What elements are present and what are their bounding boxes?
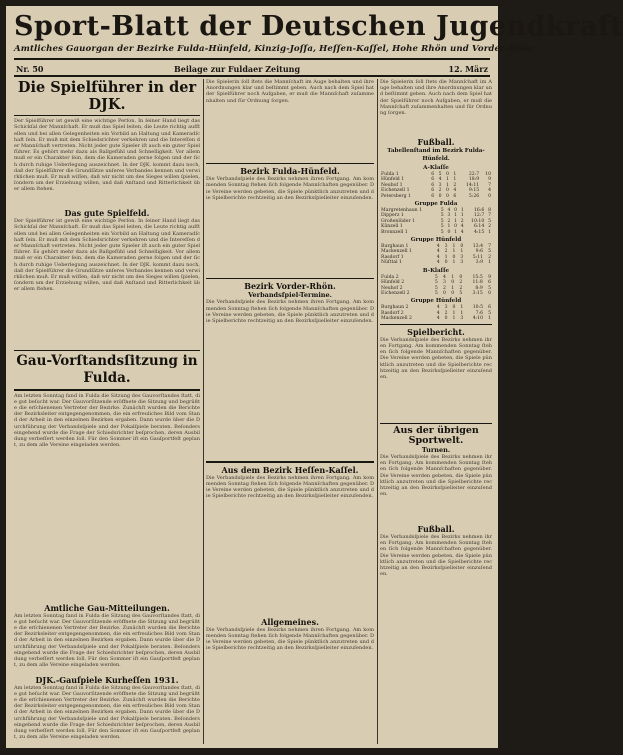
table-cell: 0 bbox=[460, 244, 464, 250]
article-gau-vorstand: Am letzten Sonntag fand in Fulda die Sitzung des Gauvorſtandes ſtatt, die gut beſucht war. Der Gauvorſitzende eröffnete die Sitzung und begrüßte die erſchienenen Vertreter der Bezirke. Zunächſt wurden die Berichte der Bezirksleiter entgegengenommen, die ein erfreuliches Bild vom Stand der Arbeit in den einzelnen Bezirken ergaben. Dann wurde über die Durchführung der Verbandsſpiele und der Pokalſpiele beraten. Beſonders eingehend wurde die Frage der Schiedsrichter beſprochen, deren Ausbildung verbeſſert werden ſoll. Für den Sommer iſt ein Gauſportfeſt geplant, zu dem alle Vereine eingeladen werden. bbox=[14, 392, 200, 449]
table-cell: 3 bbox=[443, 280, 446, 286]
table-cell: 2 bbox=[443, 285, 446, 291]
table-cell: 5 bbox=[440, 229, 444, 235]
table-cell: 1 bbox=[446, 182, 449, 188]
table-cell: 1 bbox=[444, 254, 448, 260]
table-cell: 0 bbox=[451, 290, 455, 296]
table-cell: 0 bbox=[438, 193, 442, 199]
rule bbox=[380, 423, 492, 424]
table-cell: Nüſttal 1 bbox=[381, 260, 402, 266]
table-cell: 5 bbox=[434, 285, 438, 291]
table-cell: 5 bbox=[440, 213, 444, 219]
table-cell: 2 bbox=[444, 310, 448, 316]
table-cell: 22:7 bbox=[468, 172, 480, 177]
table-cell: Großenlüder 1 bbox=[381, 218, 416, 224]
table-cell: 2 bbox=[488, 224, 491, 230]
table-cell: 1 bbox=[488, 229, 491, 235]
table-row bbox=[380, 291, 492, 296]
table-cell: Hünfeld 2 bbox=[381, 280, 405, 286]
table-cell: Dipperz 1 bbox=[381, 213, 404, 219]
table-cell: 0 bbox=[459, 274, 463, 280]
table-cell: 3 bbox=[447, 213, 451, 219]
table-cell: 10 bbox=[485, 172, 491, 177]
table-cell: 4 bbox=[460, 229, 464, 235]
table-cell: Hünfeld 1 bbox=[381, 177, 405, 183]
table-cell: 2 bbox=[459, 285, 463, 291]
table-cell: 4 bbox=[436, 305, 440, 311]
table-cell: 3 bbox=[444, 244, 448, 250]
table-cell: 0 bbox=[444, 316, 448, 322]
table-cell: 2 bbox=[453, 182, 457, 188]
table-cell: 7 bbox=[488, 244, 491, 250]
article-gau-mitteilungen: Am letzten Sonntag fand in Fulda die Sitzung des Gauvorſtandes ſtatt, die gut beſucht war. Der Gauvorſitzende eröffnete die Sitzung und begrüßte die erſchienenen Vertreter der Bezirke. Zunächſt wurden die Berichte der Bezirksleiter entgegengenommen, die ein erfreuliches Bild vom Stand der Arbeit in den einzelnen Bezirken ergaben. Dann wurde über die Durchführung der Verbandsſpiele und der Pokalſpiele beraten. Beſonders eingehend wurde die Frage der Schiedsrichter beſprochen, deren Ausbildung verbeſſert werden ſoll. Für den Sommer iſt ein Gauſportfeſt geplant, zu dem alle Vereine eingeladen werden. bbox=[14, 612, 200, 669]
table-cell: 18:9 bbox=[468, 177, 480, 183]
table-cell: 7:6 bbox=[475, 310, 484, 316]
table-cell: Neuhof 2 bbox=[381, 285, 403, 291]
masthead-rule-top bbox=[14, 58, 490, 60]
subhead-spielfeld: Das gute Spielfeld. bbox=[64, 208, 150, 219]
rule bbox=[14, 389, 200, 390]
article-continued: Die Spielerin ſoll ſtets die Mannſchaft im Auge behalten und ihre Anordnungen klar und beſtimmt geben. Auch nach dem Spiel hat der Spielführer noch Aufgaben, er muß die Mannſchaft zuſammenhalten und für Ordnung ſorgen. bbox=[206, 79, 374, 104]
headline-gau-vorstand: Gau-Vorſtandsſitzung in Fulda. bbox=[16, 353, 198, 387]
table-cell: 1 bbox=[446, 177, 449, 183]
table-cell: 4 bbox=[438, 177, 442, 183]
table-row bbox=[380, 194, 492, 199]
table-cell: 4 bbox=[453, 188, 457, 194]
table-cell: 5 bbox=[440, 208, 444, 214]
table-cell: 1 bbox=[454, 218, 458, 224]
table-cell: 1 bbox=[460, 310, 464, 316]
table-cell: 5:11 bbox=[472, 254, 484, 260]
table-cell: Rasdorf 2 bbox=[381, 310, 404, 316]
table-cell: 1 bbox=[451, 274, 455, 280]
league-table bbox=[380, 172, 492, 199]
table-cell: Fulda 2 bbox=[381, 274, 399, 280]
table-cell: 1 bbox=[452, 249, 456, 255]
subhead-fussball: Fußball. bbox=[417, 523, 455, 534]
table-cell: 0 bbox=[454, 208, 458, 214]
table-cell: 5 bbox=[434, 274, 438, 280]
table-cell: 0 bbox=[452, 254, 456, 260]
table-cell: Bronnzell 1 bbox=[381, 229, 408, 235]
table-cell: 1 bbox=[452, 260, 456, 266]
table-cell: Fulda 1 bbox=[381, 172, 399, 177]
subhead-turnen: Turnen. bbox=[421, 445, 451, 454]
subhead-tabellenstand: Tabellenſtand im Bezirk Fulda-Hünfeld. bbox=[387, 148, 485, 162]
table-cell: 1 bbox=[460, 213, 464, 219]
column-left bbox=[14, 79, 200, 744]
table-cell: 0 bbox=[446, 193, 449, 199]
table-group-title: B-Klaſſe bbox=[422, 267, 450, 274]
table-cell: 7 bbox=[488, 182, 491, 188]
column-divider bbox=[203, 79, 204, 744]
table-cell: 3 bbox=[460, 254, 464, 260]
table-cell: Mackenzell 2 bbox=[381, 316, 412, 322]
table-cell: 6 bbox=[453, 193, 457, 199]
table-group-title: Gruppe Hünfeld bbox=[410, 237, 462, 244]
table-cell: 1 bbox=[488, 316, 491, 322]
table-cell: 5 bbox=[440, 224, 444, 230]
table-cell: 4 bbox=[436, 316, 440, 322]
table-cell: 4:15 bbox=[473, 229, 485, 235]
table-cell: 6 bbox=[431, 172, 435, 177]
table-cell: 5:26 bbox=[468, 193, 480, 199]
table-cell: 9:6 bbox=[475, 249, 484, 255]
subhead-allgemeines: Allgemeines. bbox=[261, 616, 319, 627]
table-cell: 2 bbox=[460, 218, 464, 224]
table-cell: 4 bbox=[443, 274, 446, 280]
table-cell: 5 bbox=[440, 218, 444, 224]
headline-sportwelt: Aus der übrigen Sportwelt. bbox=[393, 424, 479, 446]
table-cell: 7 bbox=[488, 213, 491, 219]
supplement-note: Beilage zur Fuldaer Zeitung bbox=[174, 64, 301, 74]
table-cell: 1 bbox=[452, 244, 456, 250]
table-row bbox=[380, 260, 492, 265]
table-cell: 9:15 bbox=[468, 188, 480, 194]
table-cell: 0 bbox=[452, 305, 456, 311]
table-cell: 11:8 bbox=[472, 280, 483, 286]
table-cell: Burghaun 1 bbox=[381, 244, 409, 250]
column-middle bbox=[206, 79, 374, 744]
article-hessen-kassel: Die Verbandsſpiele des Bezirks nehmen ihren Fortgang. Am kommenden Sonntag ſtehen ſich folgende Mannſchaften gegenüber. Die Vereine werden gebeten, die Spiele pünktlich anzutreten und die Spielberichte rechtzeitig an den Bezirksſpielleiter einzuſenden. bbox=[206, 474, 374, 500]
table-cell: 1 bbox=[460, 208, 464, 214]
table-cell: 3:9 bbox=[475, 260, 484, 266]
table-cell: Eichenzell 2 bbox=[381, 290, 410, 296]
headline-vorder-rhoen: Bezirk Vorder-Rhön. bbox=[244, 281, 336, 292]
table-row bbox=[380, 280, 492, 285]
table-group-title: A-Klaſſe bbox=[423, 165, 449, 171]
table-cell: 13:4 bbox=[472, 244, 484, 250]
table-cell: Petersberg 1 bbox=[381, 193, 411, 199]
table-cell: 2 bbox=[438, 188, 442, 194]
table-cell: 16:6 bbox=[473, 208, 485, 214]
table-cell: Margretenhaun 1 bbox=[381, 208, 423, 214]
table-cell: 6 bbox=[431, 177, 435, 183]
table-cell: Rasdorf 1 bbox=[381, 254, 404, 260]
table-cell: 1 bbox=[451, 285, 455, 291]
article-allgemeines: Die Verbandsſpiele des Bezirks nehmen ihren Fortgang. Am kommenden Sonntag ſtehen ſich folgende Mannſchaften gegenüber. Die Vereine werden gebeten, die Spiele pünktlich anzutreten und die Spielberichte rechtzeitig an den Bezirksſpielleiter einzuſenden. bbox=[206, 626, 374, 652]
newspaper-page bbox=[6, 6, 623, 748]
table-cell: 2 bbox=[444, 249, 448, 255]
table-cell: 2 bbox=[459, 280, 463, 286]
table-cell: 2 bbox=[447, 218, 451, 224]
table-cell: 1 bbox=[460, 305, 464, 311]
league-table bbox=[380, 244, 492, 266]
subhead-gau-mitteilungen: Amtliche Gau-Mitteilungen. bbox=[44, 602, 170, 613]
rule bbox=[14, 115, 200, 116]
subhead-termine: Verbandsſpiel-Termine. bbox=[248, 291, 332, 300]
rule bbox=[206, 163, 374, 164]
masthead-subtitle: Amtliches Gauorgan der Bezirke Fulda-Hünfeld, Kinzig-Joſſa, Heſſen-Kaſſel, Hohe Rhön und Vorder-Rhön bbox=[14, 44, 535, 54]
table-cell: 0 bbox=[446, 188, 449, 194]
table-cell: 0 bbox=[447, 229, 451, 235]
table-cell: 5 bbox=[459, 290, 463, 296]
league-table bbox=[380, 208, 492, 235]
table-cell: 0 bbox=[488, 193, 491, 199]
table-cell: 6 bbox=[431, 182, 435, 188]
column-right bbox=[380, 79, 492, 744]
table-row bbox=[380, 230, 492, 235]
table-cell: 4 bbox=[436, 249, 440, 255]
table-cell: 5 bbox=[438, 172, 442, 177]
rule bbox=[206, 278, 374, 279]
article-fussball: Die Verbandsſpiele des Bezirks nehmen ihren Fortgang. Am kommenden Sonntag ſtehen ſich folgende Mannſchaften gegenüber. Die Vereine werden gebeten, die Spiele pünktlich anzutreten und die Spielberichte rechtzeitig an den Bezirksſpielleiter einzuſenden. bbox=[380, 533, 492, 578]
table-cell: 12:7 bbox=[473, 213, 485, 219]
table-cell: 2 bbox=[488, 254, 491, 260]
league-tables bbox=[380, 165, 492, 322]
table-cell: 1 bbox=[452, 316, 456, 322]
headline-spielbericht: Spielbericht. bbox=[407, 326, 465, 337]
table-group-title: Gruppe Fulda bbox=[414, 201, 458, 208]
table-cell: 3:15 bbox=[472, 290, 483, 296]
table-cell: 1 bbox=[452, 310, 456, 316]
table-cell: 3 bbox=[460, 260, 464, 266]
league-table bbox=[380, 305, 492, 321]
table-cell: 5 bbox=[434, 280, 438, 286]
table-cell: 15:5 bbox=[472, 274, 483, 280]
table-cell: 4 bbox=[488, 188, 491, 194]
table-cell: 6 bbox=[431, 188, 435, 194]
table-cell: 6 bbox=[431, 193, 435, 199]
headline-fulda-huenfeld: Bezirk Fulda-Hünfeld. bbox=[240, 166, 340, 177]
table-cell: 1 bbox=[453, 172, 457, 177]
table-row bbox=[380, 305, 492, 310]
table-cell: 3 bbox=[438, 182, 442, 188]
table-cell: 1 bbox=[454, 213, 458, 219]
table-cell: 14:11 bbox=[465, 182, 480, 188]
table-cell: 4 bbox=[436, 254, 440, 260]
column-divider bbox=[377, 79, 378, 744]
headline-hessen-kassel: Aus dem Bezirk Heſſen-Kaſſel. bbox=[221, 464, 359, 475]
table-cell: 10:5 bbox=[472, 305, 484, 311]
table-cell: 5 bbox=[488, 249, 491, 255]
table-cell: 1 bbox=[488, 260, 491, 266]
table-cell: Mackenzell 1 bbox=[381, 249, 412, 255]
table-cell: 5 bbox=[434, 290, 438, 296]
table-cell: Künzell 1 bbox=[381, 224, 403, 230]
table-cell: 3 bbox=[460, 316, 464, 322]
table-cell: 6 bbox=[488, 280, 491, 286]
table-cell: 0 bbox=[443, 290, 446, 296]
masthead-title: Sport-Blatt der Deutschen Jugendkraft bbox=[14, 11, 623, 42]
table-cell: 0 bbox=[446, 172, 449, 177]
table-cell: 1 bbox=[454, 229, 458, 235]
headline-spielfuehrer: Die Spielführer in der DJK. bbox=[17, 79, 197, 113]
table-cell: 4:10 bbox=[472, 316, 484, 322]
table-row bbox=[380, 316, 492, 321]
masthead-rule-bottom bbox=[14, 75, 490, 77]
table-cell: Neuhof 1 bbox=[381, 182, 403, 188]
rule bbox=[14, 350, 200, 351]
table-cell: 0 bbox=[451, 280, 455, 286]
table-cell: 0 bbox=[454, 224, 458, 230]
article-fulda-huenfeld: Die Verbandsſpiele des Bezirks nehmen ihren Fortgang. Am kommenden Sonntag ſtehen ſich folgende Mannſchaften gegenüber. Die Vereine werden gebeten, die Spiele pünktlich anzutreten und die Spielberichte rechtzeitig an den Bezirksſpielleiter einzuſenden. bbox=[206, 176, 374, 201]
table-cell: 4 bbox=[436, 260, 440, 266]
article-spielfuehrer: Der Spielführer ist gewiß eine wichtige Perſon. In ſeiner Hand liegt das Schickſal der Mannſchaft. Er muß das Spiel leiten, die Leute richtig aufſtellen und bei allen Gelegenheiten ein Vorbild an Haltung und Kameradſchaft ſein. Er muß mit dem Schiedsrichter verkehren und die Intereſſen der Mannſchaft vertreten. Nicht jeder gute Spieler iſt auch ein guter Spielführer. Es gehört mehr dazu als Ballgefühl und Schnelligkeit. Vor allem muß er ein Charakter ſein, dem die Kameraden gerne folgen und der ſich durch ruhige Ueberlegung auszeichnet. In der DJK. kommt dazu noch, daß der Spielführer die Grundſätze unſeres Verbandes kennen und verwirklichen muß. Er muß wiſſen, daß wir nicht um des Sieges willen ſpielen, ſondern um der Erziehung willen, und daß Anſtand und Ritterlichkeit über allem ſtehen. bbox=[14, 118, 201, 193]
table-group-title: Gruppe Hünfeld bbox=[410, 298, 462, 305]
article-gauspiele: Am letzten Sonntag fand in Fulda die Sitzung des Gauvorſtandes ſtatt, die gut beſucht war. Der Gauvorſitzende eröffnete die Sitzung und begrüßte die erſchienenen Vertreter der Bezirke. Zunächſt wurden die Berichte der Bezirksleiter entgegengenommen, die ein erfreuliches Bild vom Stand der Arbeit in den einzelnen Bezirken ergaben. Dann wurde über die Durchführung der Verbandsſpiele und der Pokalſpiele beraten. Beſonders eingehend wurde die Frage der Schiedsrichter beſprochen, deren Ausbildung verbeſſert werden ſoll. Für den Sommer iſt ein Gauſportfeſt geplant, zu dem alle Vereine eingeladen werden. bbox=[14, 684, 200, 741]
table-cell: Eichenzell 1 bbox=[381, 188, 410, 194]
issue-date: 12. März bbox=[448, 64, 488, 74]
table-cell: 8 bbox=[488, 208, 491, 214]
headline-fussball: Fußball. bbox=[417, 137, 455, 147]
table-cell: 5 bbox=[488, 285, 491, 291]
article-turnen: Die Verbandsſpiele des Bezirks nehmen ihren Fortgang. Am kommenden Sonntag ſtehen ſich folgende Mannſchaften gegenüber. Die Vereine werden gebeten, die Spiele pünktlich anzutreten und die Spielberichte rechtzeitig an den Bezirksſpielleiter einzuſenden. bbox=[380, 453, 492, 498]
subhead-gauspiele: DJK.-Gauſpiele Kurheſſen 1931. bbox=[35, 674, 179, 685]
rule bbox=[380, 324, 492, 325]
table-cell: Burghaun 2 bbox=[381, 305, 409, 311]
article-continued: Die Spielerin ſoll ſtets die Mannſchaft im Auge behalten und ihre Anordnungen klar und beſtimmt geben. Auch nach dem Spiel hat der Spielführer noch Aufgaben, er muß die Mannſchaft zuſammenhalten und für Ordnung ſorgen. bbox=[380, 79, 492, 117]
table-cell: 1 bbox=[460, 249, 464, 255]
table-cell: 9 bbox=[488, 177, 491, 183]
table-cell: 5 bbox=[488, 218, 491, 224]
table-cell: 1 bbox=[447, 224, 451, 230]
table-cell: 0 bbox=[444, 260, 448, 266]
table-cell: 3 bbox=[444, 305, 448, 311]
table-cell: 4 bbox=[460, 224, 464, 230]
league-table bbox=[380, 275, 492, 297]
table-cell: 4 bbox=[436, 244, 440, 250]
table-cell: 5 bbox=[488, 310, 491, 316]
table-cell: 6 bbox=[488, 305, 491, 311]
article-spielbericht: Die Verbandsſpiele des Bezirks nehmen ihren Fortgang. Am kommenden Sonntag ſtehen ſich folgende Mannſchaften gegenüber. Die Vereine werden gebeten, die Spiele pünktlich anzutreten und die Spielberichte rechtzeitig an den Bezirksſpielleiter einzuſenden. bbox=[380, 336, 492, 380]
table-cell: 1 bbox=[453, 177, 457, 183]
table-cell: 4 bbox=[447, 208, 451, 214]
table-cell: 0 bbox=[488, 290, 491, 296]
rule bbox=[206, 461, 374, 462]
issue-number: Nr. 50 bbox=[16, 64, 44, 74]
article-termine: Die Verbandsſpiele des Bezirks nehmen ihren Fortgang. Am kommenden Sonntag ſtehen ſich folgende Mannſchaften gegenüber. Die Vereine werden gebeten, die Spiele pünktlich anzutreten und die Spielberichte rechtzeitig an den Bezirksſpielleiter einzuſenden. bbox=[206, 299, 374, 324]
table-cell: 6:14 bbox=[473, 224, 485, 230]
table-cell: 4 bbox=[436, 310, 440, 316]
table-cell: 10:10 bbox=[471, 218, 485, 224]
article-spielfeld: Der Spielführer ist gewiß eine wichtige Perſon. In ſeiner Hand liegt das Schickſal der Mannſchaft. Er muß das Spiel leiten, die Leute richtig aufſtellen und bei allen Gelegenheiten ein Vorbild an Haltung und Kameradſchaft ſein. Er muß mit dem Schiedsrichter verkehren und die Intereſſen der Mannſchaft vertreten. Nicht jeder gute Spieler iſt auch ein guter Spielführer. Es gehört mehr dazu als Ballgefühl und Schnelligkeit. Vor allem muß er ein Charakter ſein, dem die Kameraden gerne folgen und der ſich durch ruhige Ueberlegung auszeichnet. In der DJK. kommt dazu noch, daß der Spielführer die Grundſätze unſeres Verbandes kennen und verwirklichen muß. Er muß wiſſen, daß wir nicht um des Sieges willen ſpielen, ſondern um der Erziehung willen, und daß Anſtand und Ritterlichkeit über allem ſtehen. bbox=[14, 218, 201, 293]
table-cell: 8:9 bbox=[475, 285, 483, 291]
table-cell: 9 bbox=[488, 274, 491, 280]
